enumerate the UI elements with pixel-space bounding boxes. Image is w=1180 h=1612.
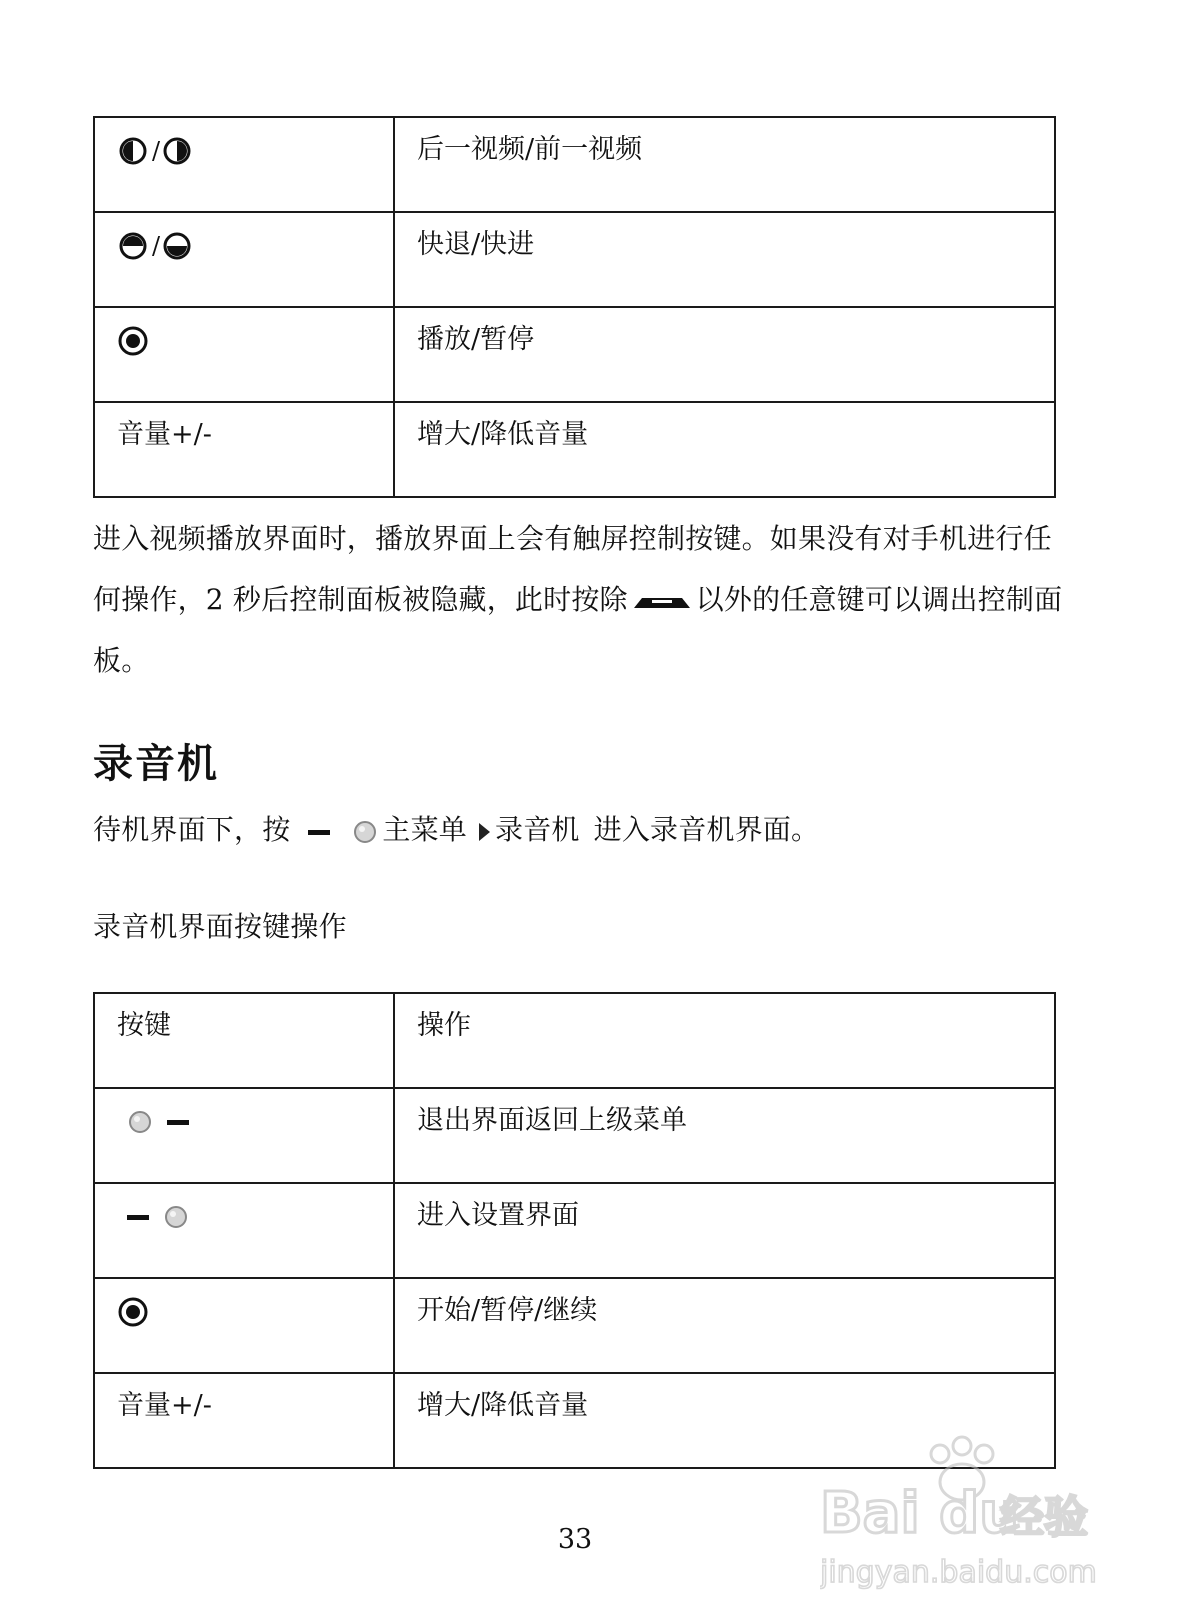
table-row: [94, 1373, 1055, 1468]
soft-key-dot-icon: [127, 1109, 153, 1135]
table-caption: 录音机界面按键操作: [93, 910, 347, 943]
key-cell: [94, 1183, 394, 1278]
key-cell: /: [94, 212, 394, 307]
table-row: [94, 1088, 1055, 1183]
svg-text:jingyan.baidu.com: jingyan.baidu.com: [820, 1555, 1097, 1590]
table-row: [94, 117, 1055, 212]
action-cell: 增大/降低音量: [394, 402, 1055, 497]
volume-key-label: 音量+/-: [117, 419, 212, 450]
key-cell: [94, 402, 394, 497]
action-cell: 快退/快进: [394, 212, 1055, 307]
action-cell: 开始/暂停/继续: [394, 1278, 1055, 1373]
soft-key-dot-icon: [163, 1204, 189, 1230]
soft-key-dot-icon: [352, 819, 378, 845]
soft-key-dash-icon: [127, 1212, 149, 1222]
svg-text:经验: 经验: [1000, 1492, 1088, 1543]
arrow-right-icon: [475, 820, 493, 844]
key-cell: [94, 1373, 394, 1468]
recorder-keys-table: [93, 992, 1056, 1469]
nav-left-key-icon: [117, 136, 151, 166]
soft-key-dash-icon: [308, 827, 330, 837]
key-cell: /: [94, 117, 394, 212]
key-cell: [94, 307, 394, 402]
action-cell: 后一视频/前一视频: [394, 117, 1055, 212]
action-cell: 退出界面返回上级菜单: [394, 1088, 1055, 1183]
table-row: [94, 1183, 1055, 1278]
navigation-instruction: 待机界面下，按 主菜单 录音机 进入录音机界面。: [93, 813, 820, 846]
key-cell: [94, 1088, 394, 1183]
nav-down-key-icon: [161, 231, 195, 261]
svg-text:Bai du: Bai du: [820, 1481, 1020, 1546]
header-cell-action: 操作: [394, 993, 1055, 1088]
table-header-row: [94, 993, 1055, 1088]
key-cell: [94, 1278, 394, 1373]
table-row: [94, 307, 1055, 402]
action-cell: 播放/暂停: [394, 307, 1055, 402]
action-cell: 进入设置界面: [394, 1183, 1055, 1278]
section-title: 录音机: [93, 741, 219, 787]
header-cell-key: 按键: [94, 993, 394, 1088]
table-row: [94, 402, 1055, 497]
nav-right-key-icon: [161, 136, 195, 166]
nav-up-key-icon: [117, 231, 151, 261]
action-cell: 增大/降低音量: [394, 1373, 1055, 1468]
end-call-key-icon: [632, 592, 692, 612]
video-keys-table: [93, 116, 1056, 498]
soft-key-dash-icon: [167, 1117, 189, 1127]
center-ok-key-icon: [117, 325, 151, 357]
volume-key-label: 音量+/-: [117, 1390, 212, 1421]
page-number: 33: [557, 1524, 593, 1555]
table-row: [94, 1278, 1055, 1373]
intro-paragraph: 进入视频播放界面时，播放界面上会有触屏控制按键。如果没有对手机进行任何操作，2 秒后控制面板被隐藏，此时按除 以外的任意键可以调出控制面板。: [93, 522, 1063, 677]
table-row: [94, 212, 1055, 307]
center-ok-key-icon: [117, 1296, 151, 1328]
